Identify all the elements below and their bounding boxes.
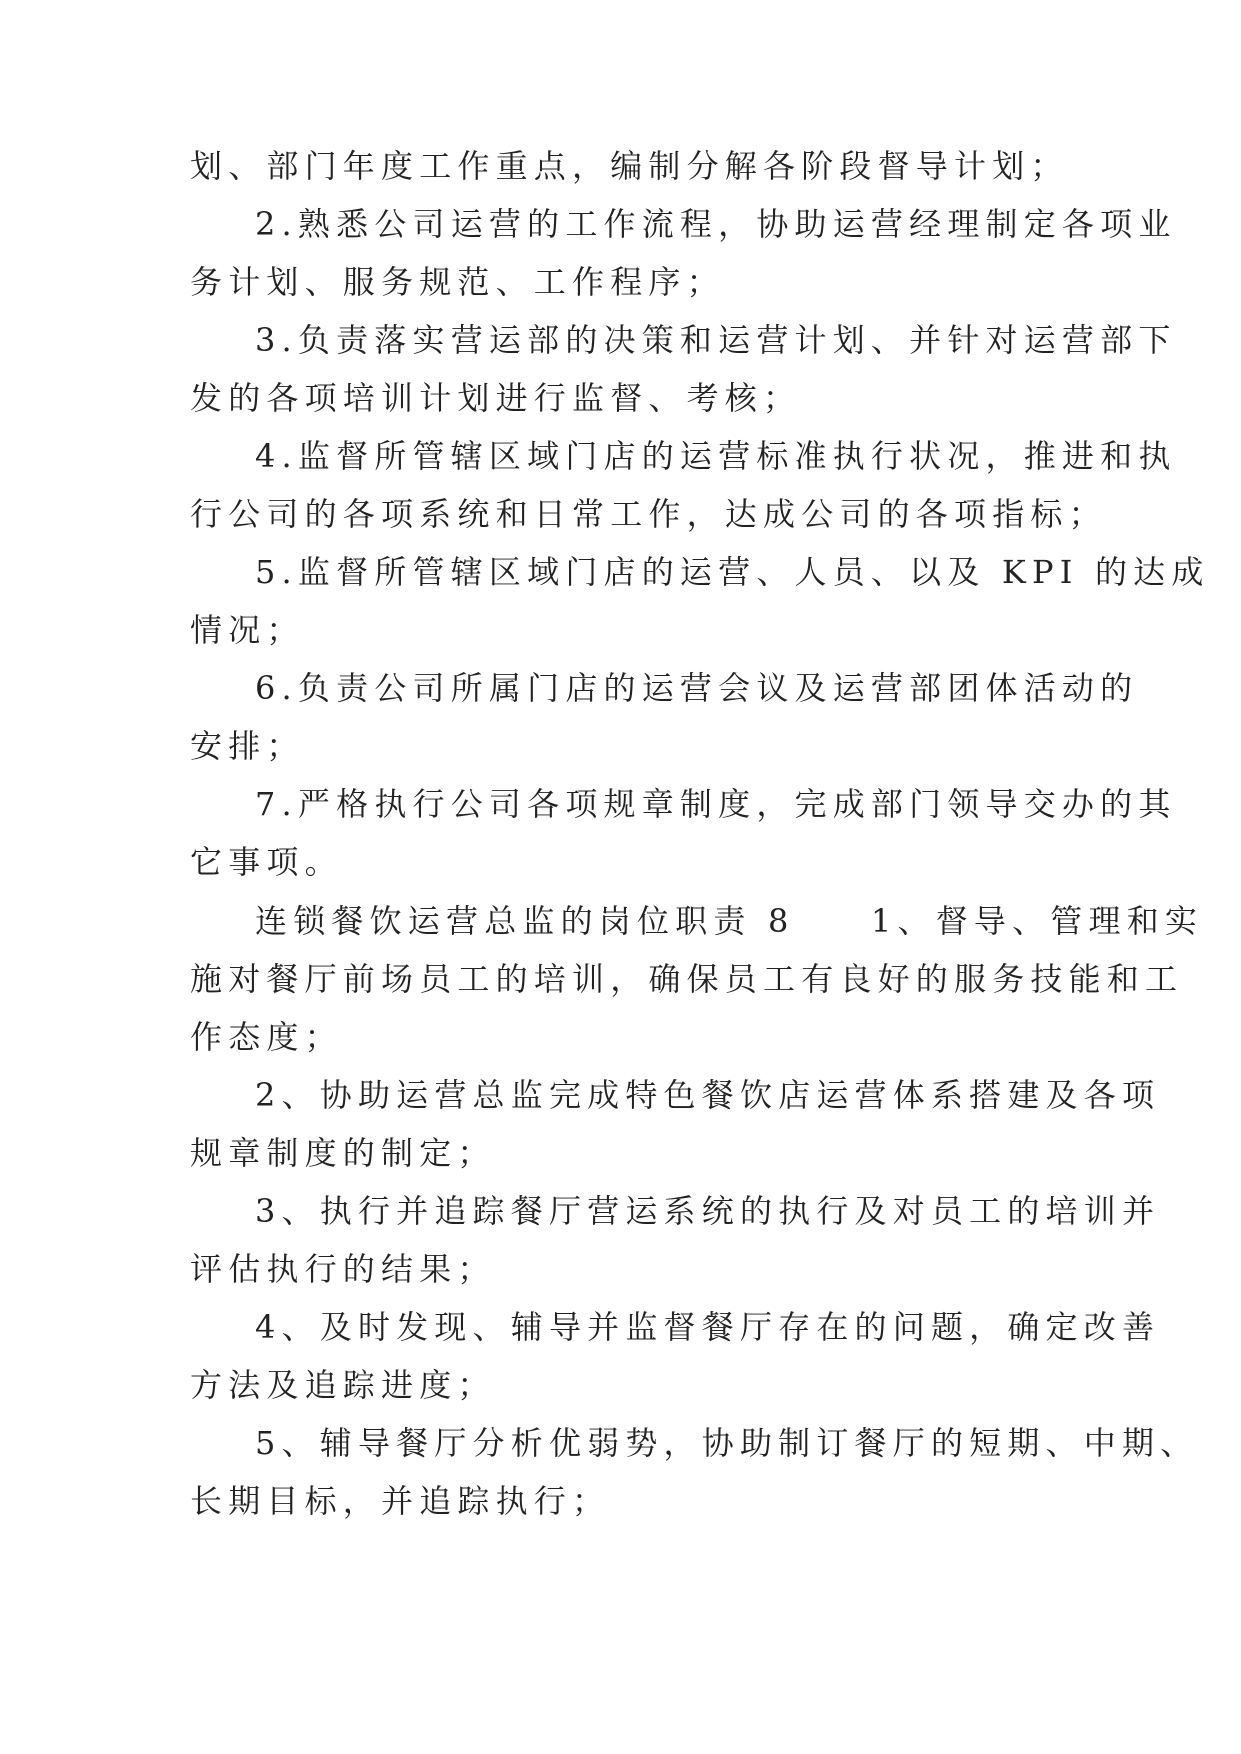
text-line: 情况； <box>190 611 305 649</box>
text-line: 方法及追踪进度； <box>190 1366 496 1404</box>
text-line: 7.严格执行公司各项规章制度，完成部门领导交办的其 <box>255 785 1177 823</box>
text-line: 4、及时发现、辅导并监督餐厅存在的问题，确定改善 <box>255 1308 1161 1346</box>
text-line: 3.负责落实营运部的决策和运营计划、并针对运营部下 <box>255 321 1177 359</box>
text-line: 作态度； <box>190 1018 343 1056</box>
text-line: 划、部门年度工作重点，编制分解各阶段督导计划； <box>190 147 1069 185</box>
text-line: 3、执行并追踪餐厅营运系统的执行及对员工的培训并 <box>255 1192 1161 1230</box>
text-line: 规章制度的制定； <box>190 1134 496 1172</box>
text-line: 5、辅导餐厅分析优弱势，协助制订餐厅的短期、中期、 <box>255 1424 1199 1462</box>
text-line: 行公司的各项系统和日常工作，达成公司的各项指标； <box>190 495 1107 533</box>
text-line: 务计划、服务规范、工作程序； <box>190 263 725 301</box>
text-line: 长期目标，并追踪执行； <box>190 1482 611 1520</box>
text-line: 施对餐厅前场员工的培训，确保员工有良好的服务技能和工 <box>190 960 1184 998</box>
text-line: 连锁餐饮运营总监的岗位职责 8 1、督导、管理和实 <box>255 902 1204 940</box>
text-line: 安排； <box>190 727 305 765</box>
text-line: 发的各项培训计划进行监督、考核； <box>190 379 802 417</box>
text-line: 它事项。 <box>190 843 343 881</box>
text-line: 5.监督所管辖区域门店的运营、人员、以及 KPI 的达成 <box>255 553 1210 591</box>
text-line: 6.负责公司所属门店的运营会议及运营部团体活动的 <box>255 669 1139 707</box>
text-line: 2.熟悉公司运营的工作流程，协助运营经理制定各项业 <box>255 205 1177 243</box>
text-line: 2、协助运营总监完成特色餐饮店运营体系搭建及各项 <box>255 1076 1161 1114</box>
text-line: 评估执行的结果； <box>190 1250 496 1288</box>
text-line: 4.监督所管辖区域门店的运营标准执行状况，推进和执 <box>255 437 1177 475</box>
